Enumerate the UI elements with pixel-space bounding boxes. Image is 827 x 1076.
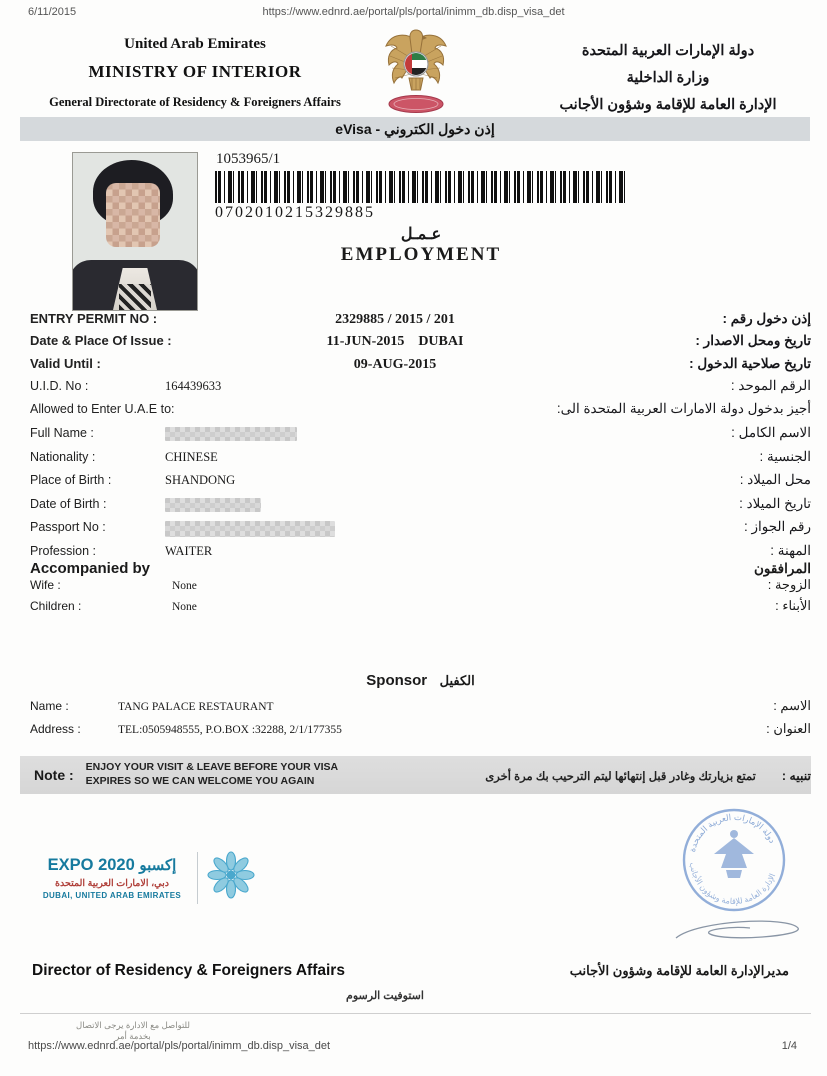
sponsor-heading-row (30, 672, 811, 690)
visa-type-arabic: عـمـل (400, 226, 442, 243)
letterhead-arabic (525, 38, 811, 119)
field-label-ar: الجنسية : (759, 448, 811, 464)
director-title: Director of Residency & Foreigners Affairs (32, 962, 345, 979)
field-row-entry-permit-no (30, 311, 811, 333)
accompanied-row-wife (30, 577, 811, 598)
accompanied-heading-row (30, 560, 811, 577)
photo-face-pixelated (106, 183, 160, 247)
expo-subtitle-ar: دبي، الامارات العربية المتحدة (55, 877, 169, 889)
field-label-ar: الاسم الكامل : (731, 425, 811, 441)
field-label: U.I.D. No : (30, 378, 89, 393)
redaction-box (165, 498, 261, 512)
field-label-ar: إذن دخول رقم : (722, 311, 811, 326)
country-name: United Arab Emirates (124, 36, 266, 52)
print-footer-url: https://www.ednrd.ae/portal/pls/portal/inimm_db.disp_visa_det (28, 1040, 331, 1052)
field-row-allowed-to-enter (30, 401, 811, 425)
field-label: Address : (30, 722, 81, 736)
note-banner (20, 756, 811, 794)
director-row (32, 962, 789, 980)
field-row-uid-no (30, 378, 811, 402)
accompanied-row-children (30, 598, 811, 619)
field-value: 11-JUN-2015 DUBAI (326, 334, 464, 350)
expo-flower-icon (207, 848, 255, 907)
field-value: TANG PALACE RESTAURANT (118, 701, 274, 713)
field-row-place-of-birth (30, 472, 811, 496)
field-label: Passport No : (30, 520, 106, 535)
sponsor-row-address (30, 721, 811, 744)
letterhead-english (28, 36, 362, 110)
note-text: ENJOY YOUR VISIT & LEAVE BEFORE YOUR VISA EXPIRES SO WE CAN WELCOME YOU AGAIN (85, 761, 338, 787)
redaction-box (165, 521, 335, 537)
sponsor-section (30, 672, 811, 744)
field-label-ar: تاريخ صلاحية الدخول : (689, 355, 811, 371)
fees-collected-note-ar: استوفيت الرسوم (346, 990, 424, 1002)
field-label-ar: العنوان : (766, 721, 811, 736)
accompanied-heading-ar: المرافقون (753, 561, 811, 576)
page-indicator: 1/4 (781, 1040, 797, 1052)
accompanied-section (30, 560, 811, 618)
field-label-ar: الاسم : (773, 698, 811, 713)
field-label: Children : (30, 598, 82, 613)
field-row-nationality (30, 449, 811, 473)
field-label-ar: المهنة : (770, 543, 811, 559)
field-label: Allowed to Enter U.A.E to: (30, 402, 175, 417)
field-value-redacted (165, 497, 510, 512)
directorate-name: General Directorate of Residency & Foreigners Affairs (49, 95, 341, 109)
sponsor-row-name (30, 698, 811, 721)
field-label-ar: محل الميلاد : (739, 472, 811, 488)
country-name-ar: دولة الإمارات العربية المتحدة (581, 43, 755, 59)
uae-falcon-emblem-icon (383, 26, 449, 121)
field-label: Valid Until : (30, 355, 101, 371)
field-value-redacted (165, 520, 510, 536)
field-value: SHANDONG (165, 473, 236, 488)
field-label: Nationality : (30, 449, 96, 464)
footer-contact-note-ar: للتواصل مع الادارة يرجى الاتصال بخدمة أمر (76, 1020, 190, 1041)
field-value-redacted (165, 426, 510, 441)
expo-title-ar: إكسبو (139, 856, 177, 874)
field-label: Full Name : (30, 426, 94, 441)
applicant-photo (72, 152, 198, 311)
field-label: Place of Birth : (30, 473, 112, 488)
field-label-ar: الأبناء : (775, 597, 811, 613)
sponsor-heading: Sponsor (366, 672, 428, 689)
footer-divider (20, 1013, 811, 1014)
director-title-ar: مديرالإدارة العامة للإقامة وشؤون الأجانب (569, 963, 789, 978)
field-value: 2329885 / 2015 / 201 (335, 312, 455, 327)
photo-scarf (119, 284, 151, 310)
field-value: CHINESE (165, 449, 218, 464)
sponsor-heading-ar: الكفيل (439, 673, 475, 688)
official-round-stamp-icon (678, 804, 790, 921)
expo-title-en: EXPO 2020 (47, 855, 135, 874)
redaction-box (165, 427, 297, 441)
accompanied-heading: Accompanied by (30, 560, 151, 577)
expo-logo-text (36, 856, 188, 900)
field-row-date-place-of-issue (30, 333, 811, 355)
expo-2020-logo (36, 848, 255, 907)
evisa-title-banner: إذن دخول الكتروني - eVisa (20, 117, 810, 141)
file-number: 1053965/1 (216, 151, 281, 167)
barcode (215, 171, 627, 203)
expo-divider (197, 852, 198, 904)
ministry-name: MINISTRY OF INTERIOR (88, 62, 302, 81)
field-label: Profession : (30, 544, 97, 559)
field-label-ar: تاريخ ومحل الاصدار : (695, 333, 811, 349)
field-label-ar: الرقم الموحد : (730, 377, 811, 393)
field-value: None (172, 600, 197, 613)
expo-title (36, 856, 188, 875)
field-label: ENTRY PERMIT NO : (30, 311, 158, 326)
field-value: TEL:0505948555, P.O.BOX :32288, 2/1/177355 (118, 724, 342, 736)
field-row-full-name (30, 425, 811, 449)
note-label: Note : (34, 767, 74, 783)
field-value: 09-AUG-2015 (353, 356, 437, 372)
field-row-valid-until (30, 356, 811, 378)
field-label: Date of Birth : (30, 496, 107, 511)
field-value: 164439633 (165, 378, 222, 393)
svg-text:الإدارة العامة للإقامة وشؤون ا: الإدارة العامة للإقامة وشؤون الأجانب (687, 861, 778, 907)
note-text-ar: تمتع بزيارتك وغادر قبل إنتهائها ليتم الترحيب بك مرة أخرى (485, 770, 756, 783)
field-label: Date & Place Of Issue : (30, 333, 172, 349)
print-date: 6/11/2015 (28, 6, 77, 18)
expo-subtitle-en: DUBAI, UNITED ARAB EMIRATES (42, 890, 182, 900)
field-label: Name : (30, 699, 69, 713)
note-label-ar: تنبيه : (781, 768, 811, 783)
field-label-ar: أجيز بدخول دولة الامارات العربية المتحدة الى: (556, 401, 811, 417)
visa-fields (30, 311, 811, 567)
print-header-url: https://www.ednrd.ae/portal/pls/portal/inimm_db.disp_visa_det (262, 6, 565, 18)
field-value: WAITER (165, 544, 213, 559)
field-row-passport-no (30, 519, 811, 543)
field-label-ar: تاريخ الميلاد : (739, 495, 811, 511)
field-label: Wife : (30, 578, 61, 592)
directorate-name-ar: الإدارة العامة للإقامة وشؤون الأجانب (559, 97, 777, 113)
visa-type-english: EMPLOYMENT (340, 244, 502, 265)
field-row-date-of-birth (30, 496, 811, 520)
field-value: None (172, 580, 197, 592)
note-arabic (376, 768, 811, 783)
field-label-ar: رقم الجواز : (743, 519, 811, 535)
field-label-ar: الزوجة : (767, 577, 811, 592)
ministry-name-ar: وزارة الداخلية (626, 70, 710, 86)
barcode-number: 0702010215329885 (215, 204, 375, 221)
signature-mark (668, 912, 818, 957)
svg-text:دولة الإمارات العربية المتحدة: دولة الإمارات العربية المتحدة (686, 811, 778, 854)
